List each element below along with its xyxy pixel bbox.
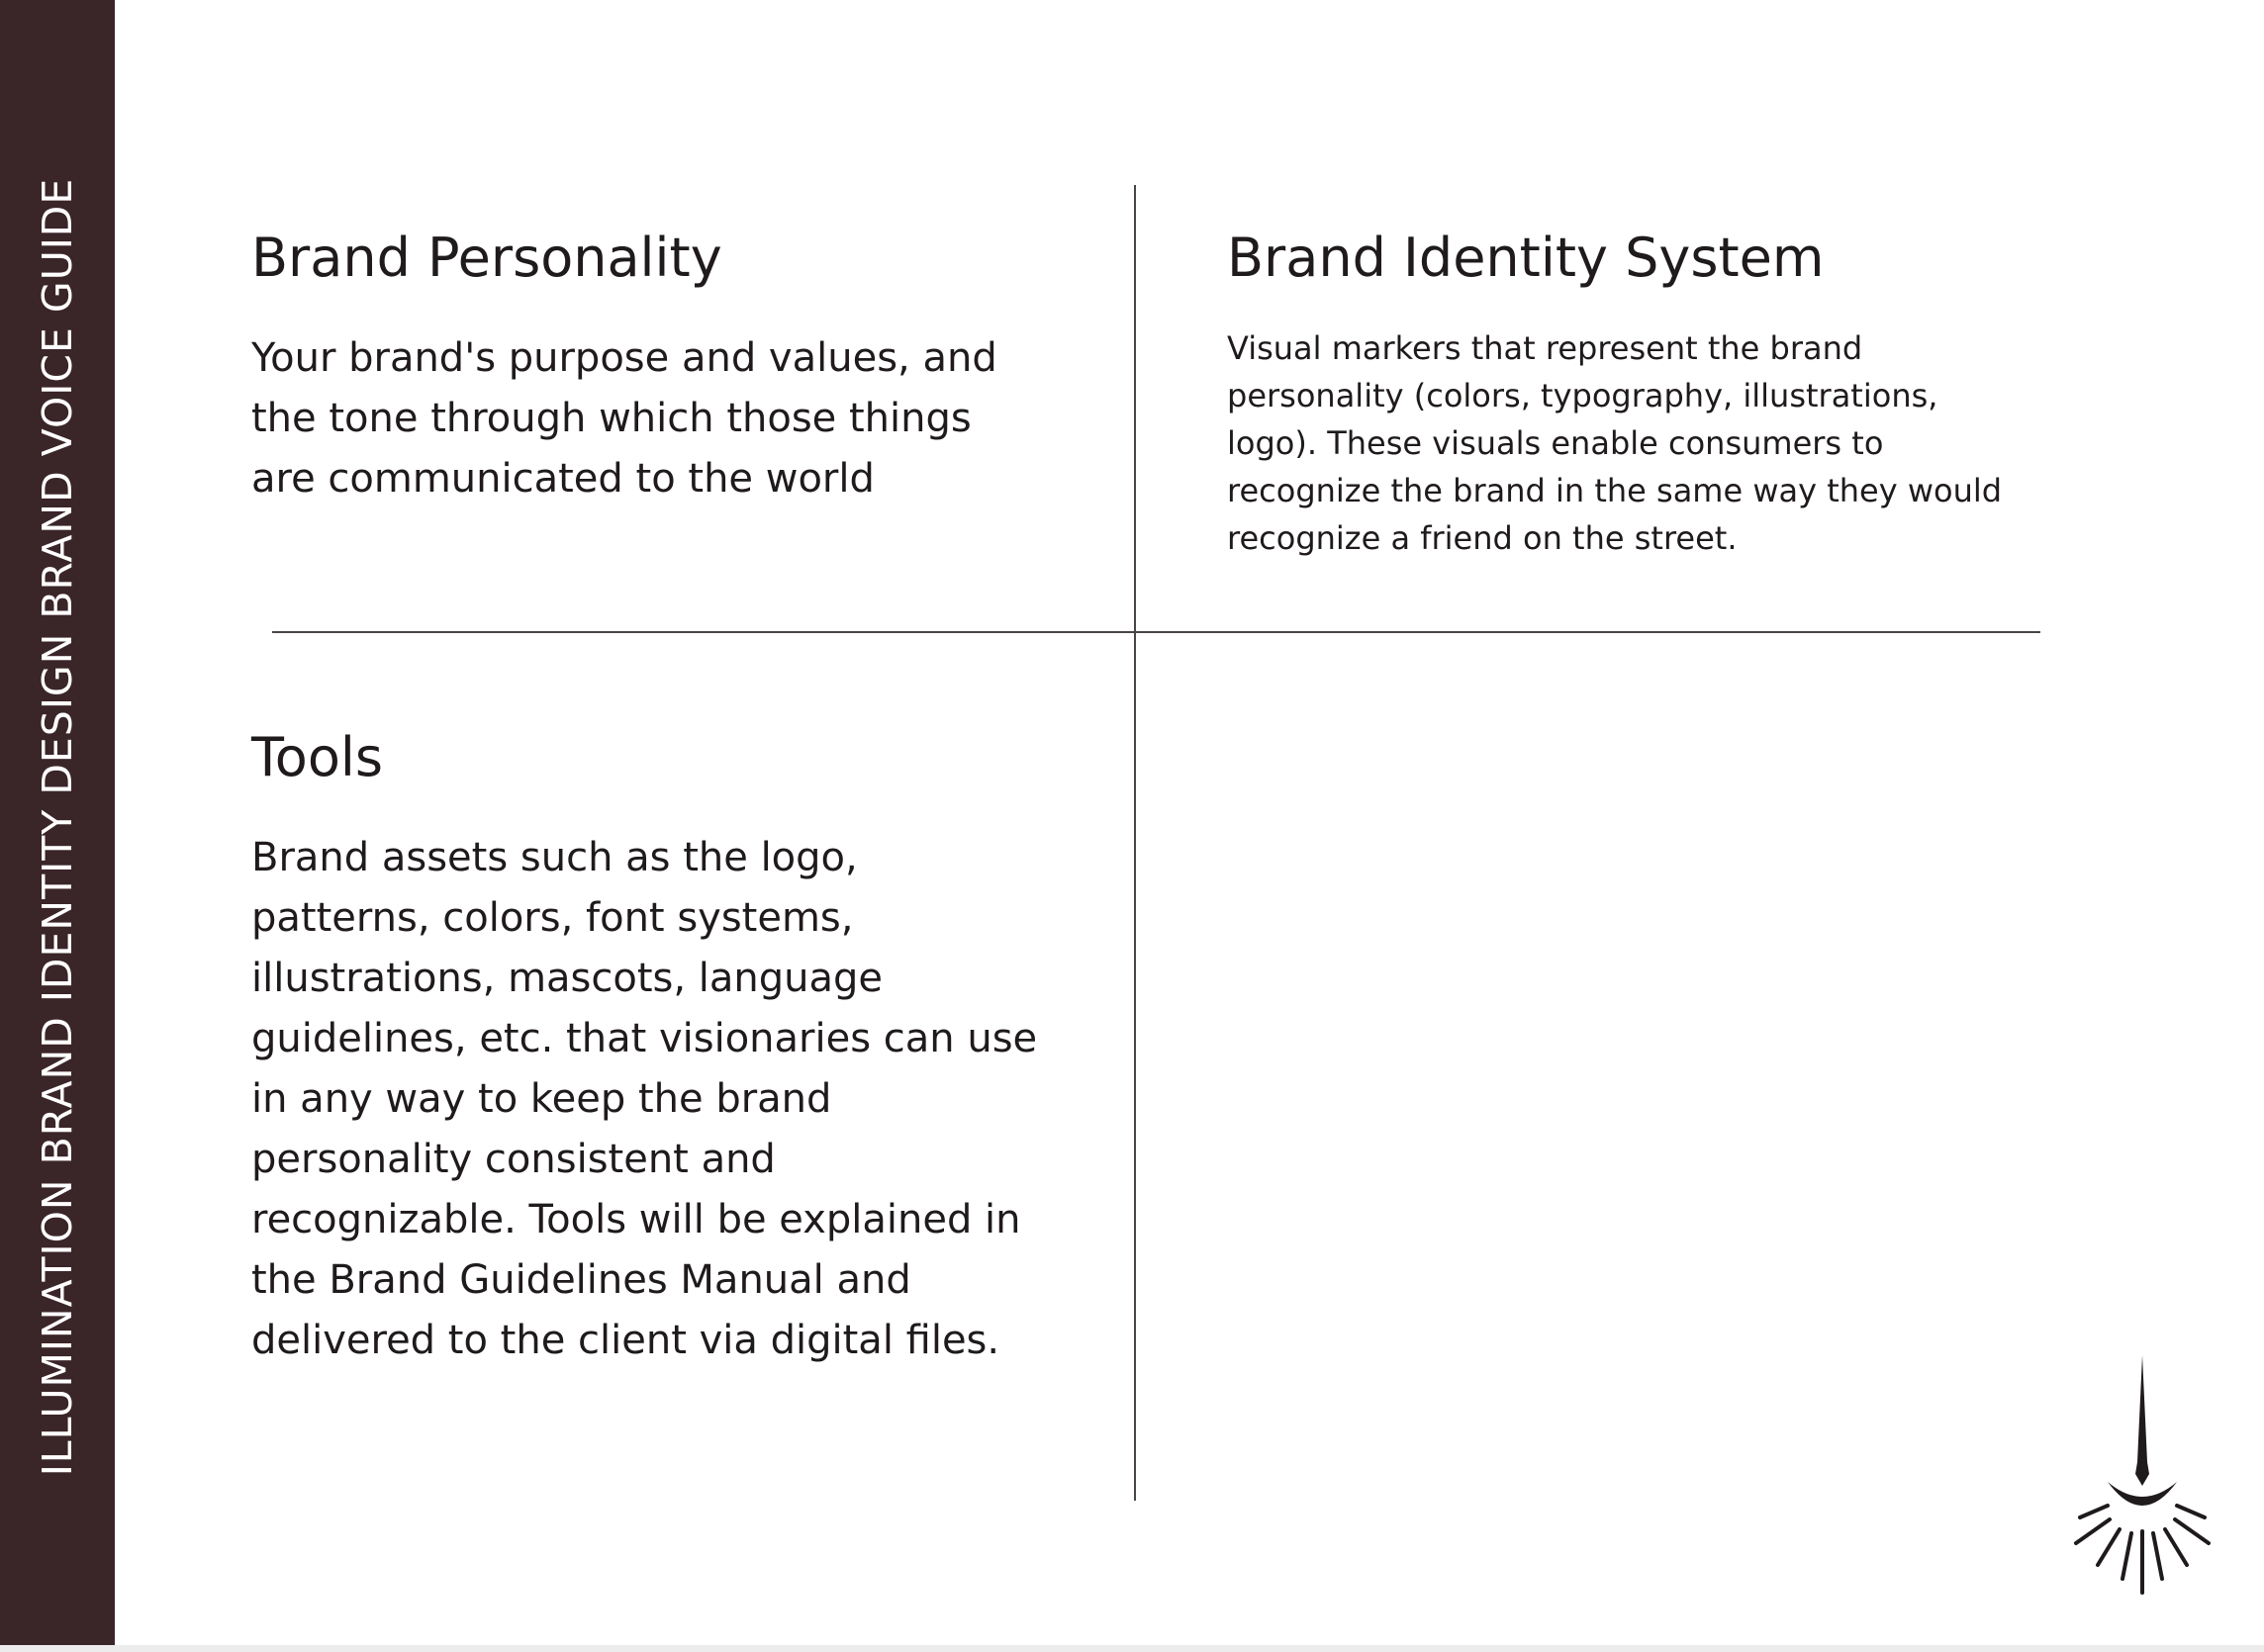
tools-body: Brand assets such as the logo, patterns, colors, font systems, illustrations, mascots, language guidelines, etc. that visionaries can use in any way to keep the brand personality consistent and recognizable. Tools will be explained in the Brand Guidelines Manual and delivered to the client via digital files. [251, 835, 1038, 1363]
brand-personality-body: Your brand's purpose and values, and the tone through which those things are communicated to the world [251, 335, 997, 502]
page-bottom-edge [0, 1645, 2264, 1652]
brand-identity-system-section [1227, 226, 2038, 562]
brand-identity-system-body: Visual markers that represent the brand personality (colors, typography, illustrations, logo). These visuals enable consumers to recognize the brand in the same way they would recognize a friend on the street. [1227, 329, 2003, 557]
tools-section [251, 725, 1063, 1371]
sidebar [0, 0, 115, 1647]
brand-personality-heading: Brand Personality [251, 227, 722, 289]
brand-identity-system-heading: Brand Identity System [1227, 227, 1825, 289]
sidebar-title: ILLUMINATION BRAND IDENTITY DESIGN BRAND VOICE GUIDE [34, 177, 81, 1477]
horizontal-divider [272, 631, 2040, 633]
vertical-divider [1134, 185, 1136, 1501]
illumination-candle-icon [2068, 1355, 2217, 1603]
tools-heading: Tools [251, 726, 384, 788]
brand-personality-section [251, 226, 1063, 509]
